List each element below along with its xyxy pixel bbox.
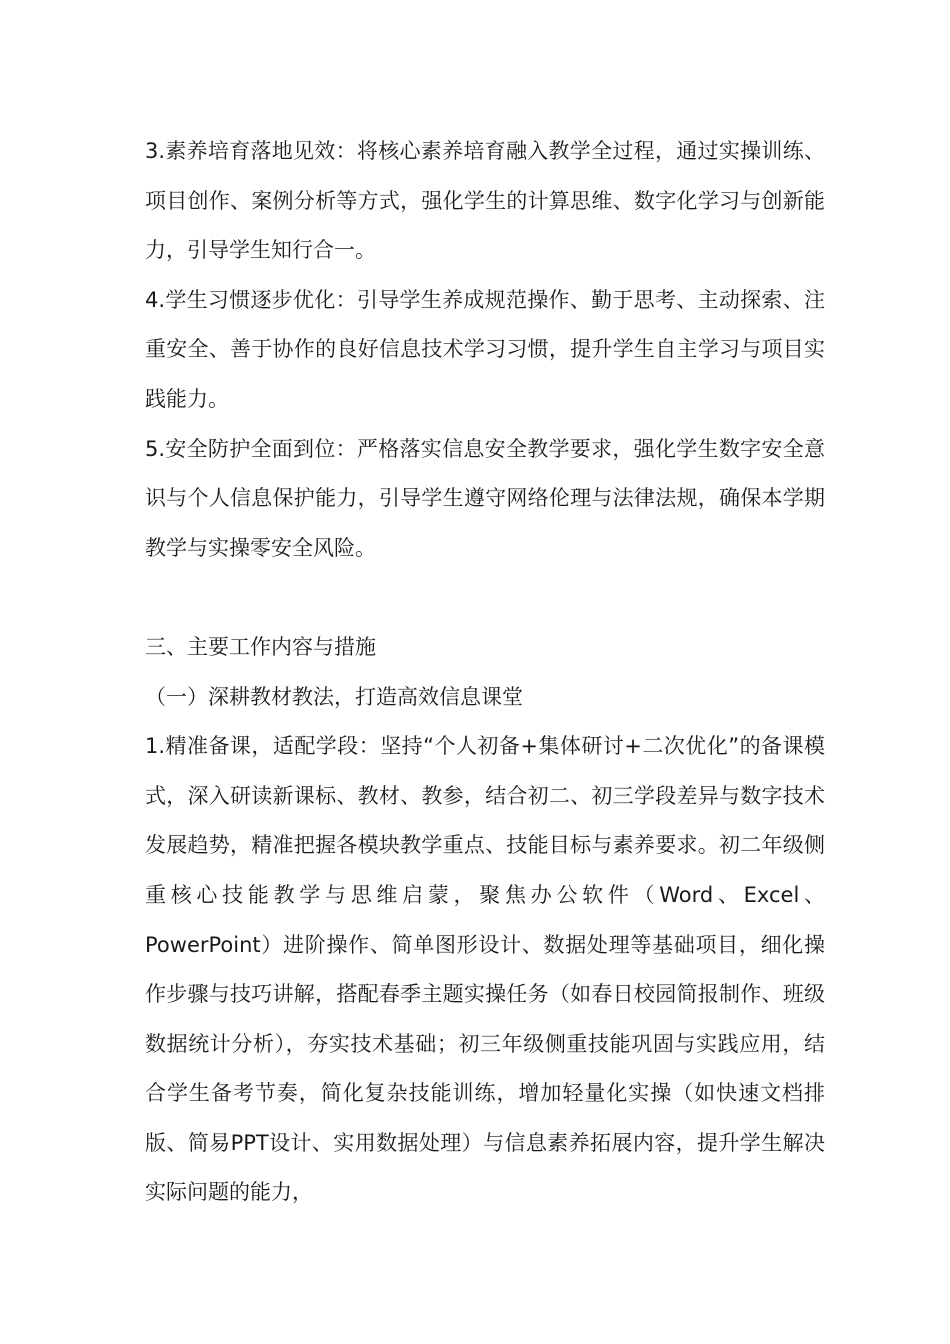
paragraph-measure-1: 1.精准备课，适配学段：坚持“个人初备+集体研讨+二次优化”的备课模式，深入研读新课标、教材、教参，结合初二、初三学段差异与数字技术发展趋势，精准把握各模块教学重点、技能目标与素养要求。初二年级侧重核心技能教学与思维启蒙，聚焦办公软件（Word、Excel、PowerPoint）进阶操作、简单图形设计、数据处理等基础项目，细化操作步骤与技巧讲解，搭配春季主题实操任务（如春日校园简报制作、班级数据统计分析），夯实技术基础；初三年级侧重技能巩固与实践应用，结合学生备考节奏，简化复杂技能训练，增加轻量化实操（如快速文档排版、简易PPT设计、实用数据处理）与信息素养拓展内容，提升学生解决实际问题的能力，: [145, 734, 825, 1205]
section-heading: 三、主要工作内容与措施: [145, 634, 376, 659]
sub-heading: （一）深耕教材教法，打造高效信息课堂: [145, 684, 523, 709]
document-body: [145, 127, 825, 1218]
paragraph-goal-3: 3.素养培育落地见效：将核心素养培育融入教学全过程，通过实操训练、项目创作、案例分析等方式，强化学生的计算思维、数字化学习与创新能力，引导学生知行合一。: [145, 139, 825, 263]
paragraph-goal-5: 5.安全防护全面到位：严格落实信息安全教学要求，强化学生数字安全意识与个人信息保护能力，引导学生遵守网络伦理与法律法规，确保本学期教学与实操零安全风险。: [145, 436, 825, 560]
blank-line: [145, 573, 825, 623]
paragraph-goal-4: 4.学生习惯逐步优化：引导学生养成规范操作、勤于思考、主动探索、注重安全、善于协作的良好信息技术学习习惯，提升学生自主学习与项目实践能力。: [145, 287, 825, 411]
